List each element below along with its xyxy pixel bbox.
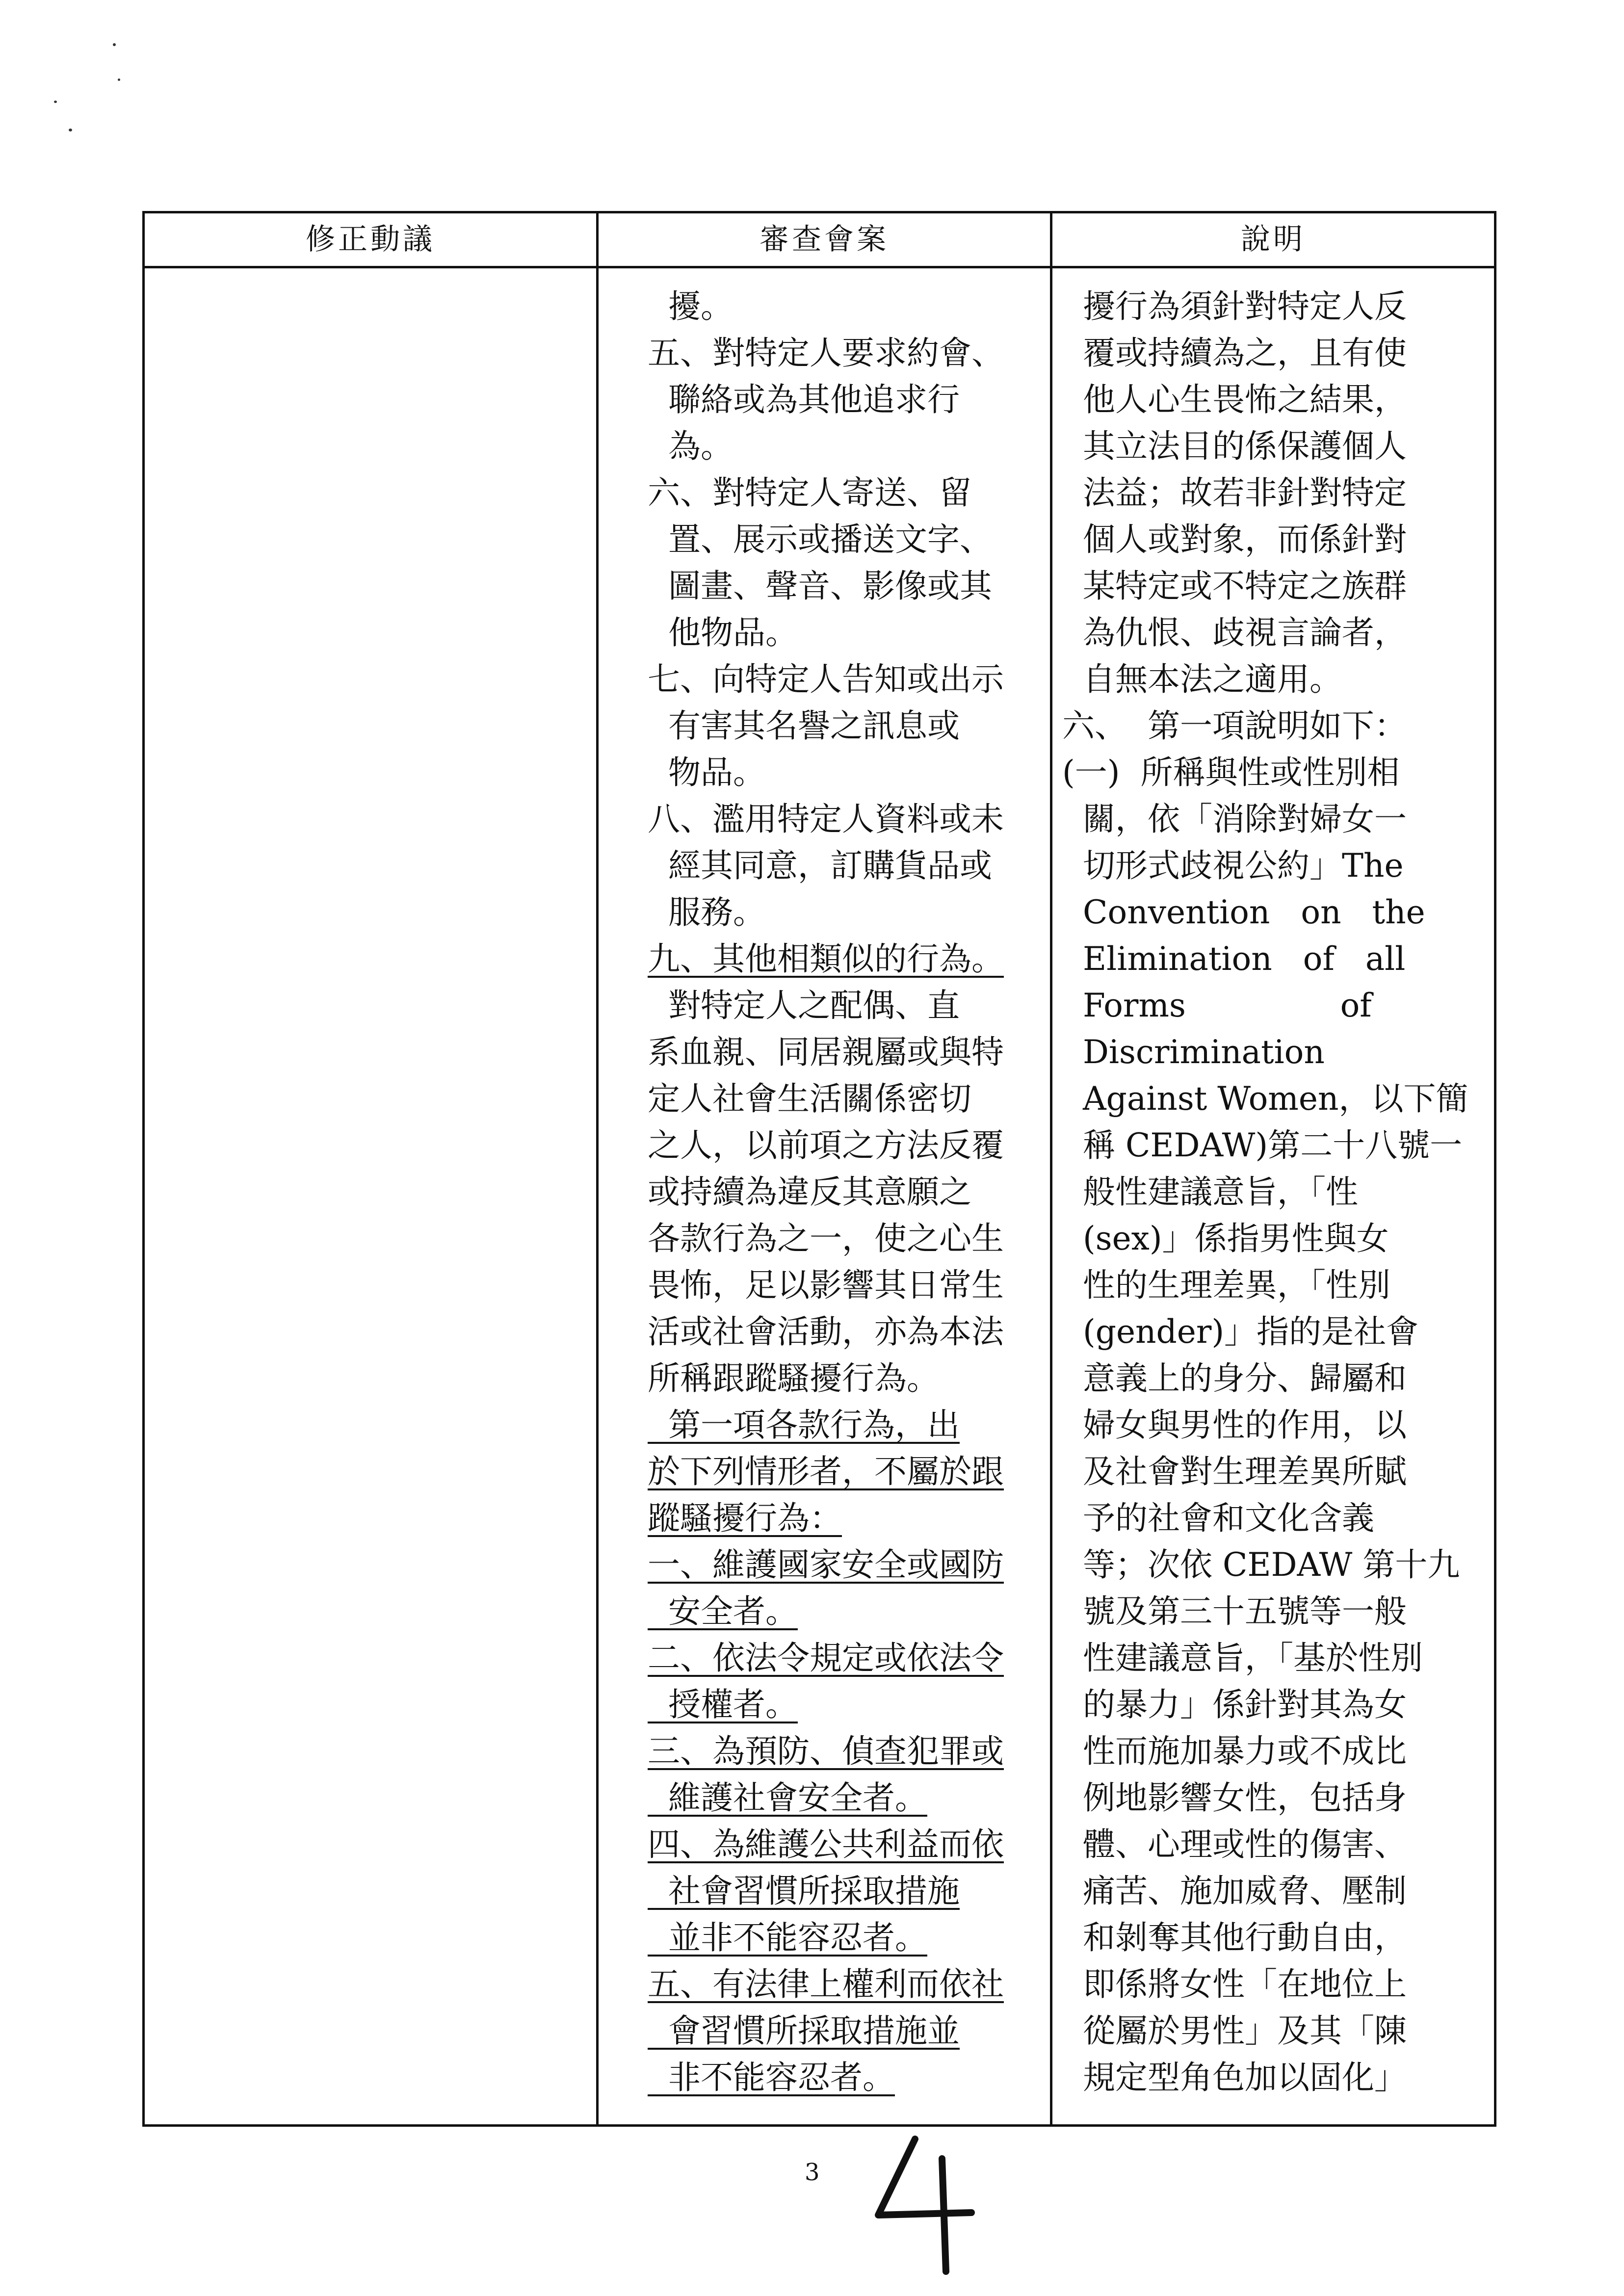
- draft-text-line: 擾。: [648, 287, 733, 325]
- column-divider-2: [1050, 213, 1052, 2124]
- draft-text-line: 經其同意，訂購貨品或: [648, 847, 992, 885]
- draft-text-line: 安全者。: [648, 1592, 798, 1630]
- draft-text-line: 六、對特定人寄送、留: [648, 474, 971, 512]
- explanation-text-line: 個人或對象，而係針對: [1062, 521, 1407, 558]
- scan-speck: [54, 101, 57, 103]
- explanation-text-line: 覆或持續為之，且有使: [1062, 334, 1407, 372]
- draft-text-line: 置、展示或播送文字、: [648, 521, 992, 558]
- explanation-text-line: 的暴力」係針對其為女: [1062, 1686, 1407, 1723]
- draft-text-line: 之人，以前項之方法反覆: [648, 1126, 1004, 1164]
- explanation-text-line: 性而施加暴力或不成比: [1062, 1732, 1407, 1770]
- draft-text-line: 維護社會安全者。: [648, 1779, 927, 1817]
- explanation-text-line: 意義上的身分、歸屬和: [1062, 1359, 1407, 1397]
- draft-text-line: 物品。: [648, 754, 765, 791]
- explanation-text-line: 自無本法之適用。: [1062, 660, 1342, 698]
- explanation-text-line: 關，依「消除對婦女一: [1062, 800, 1407, 838]
- explanation-text-line: 法益；故若非針對特定: [1062, 474, 1407, 512]
- amendment-comparison-table: [142, 211, 1496, 2127]
- table-header-row: [145, 213, 1494, 268]
- draft-text-line: 非不能容忍者。: [648, 2059, 895, 2096]
- draft-text-line: 有害其名譽之訊息或: [648, 707, 960, 745]
- explanation-text-line: 婦女與男性的作用，以: [1062, 1406, 1407, 1444]
- explanation-text-line: Elimination of all: [1062, 940, 1406, 978]
- explanation-text-line: 為仇恨、歧視言論者，: [1062, 614, 1407, 652]
- explanation-text-line: 擾行為須針對特定人反: [1062, 287, 1407, 325]
- explanation-text-line: 及社會對生理差異所賦: [1062, 1453, 1407, 1490]
- draft-text-line: 活或社會活動，亦為本法: [648, 1313, 1004, 1351]
- draft-text-line: 或持續為違反其意願之: [648, 1173, 971, 1211]
- explanation-text-line: 和剝奪其他行動自由，: [1062, 1919, 1407, 1957]
- explanation-text-line: 等；次依 CEDAW 第十九: [1062, 1546, 1460, 1584]
- draft-text-line: 為。: [648, 427, 733, 465]
- explanation-text-line: 切形式歧視公約」The: [1062, 847, 1404, 885]
- explanation-text-line: 性的生理差異，「性別: [1062, 1266, 1390, 1304]
- draft-text-line: 四、為維護公共利益而依: [648, 1826, 1004, 1863]
- explanation-text-line: (gender)」指的是社會: [1062, 1313, 1419, 1351]
- draft-text-line: 九、其他相類似的行為。: [648, 940, 1004, 978]
- draft-text-line: 系血親、同居親屬或與特: [648, 1033, 1004, 1071]
- draft-text-line: 七、向特定人告知或出示: [648, 660, 1004, 698]
- explanation-text-line: 從屬於男性」及其「陳: [1062, 2012, 1407, 2050]
- explanation-text-line: Discrimination: [1062, 1033, 1325, 1071]
- explanation-text-line: 體、心理或性的傷害、: [1062, 1826, 1407, 1863]
- draft-text-line: 定人社會生活關係密切: [648, 1080, 971, 1118]
- draft-text-line: 聯絡或為其他追求行: [648, 381, 960, 418]
- explanation-column: [1062, 268, 1494, 2124]
- explanation-text-line: 六、 第一項說明如下：: [1062, 707, 1407, 745]
- explanation-text-line: 予的社會和文化含義: [1062, 1499, 1374, 1537]
- draft-text-line: 圖畫、聲音、影像或其: [648, 567, 992, 605]
- draft-text-line: 二、依法令規定或依法令: [648, 1639, 1004, 1677]
- draft-text-line: 並非不能容忍者。: [648, 1919, 927, 1957]
- explanation-text-line: Forms of: [1062, 987, 1372, 1024]
- column-divider-1: [596, 213, 599, 2124]
- amendment-motion-column: [145, 268, 596, 2124]
- header-amendment-motion: 修正動議: [306, 222, 435, 257]
- explanation-text-line: Against Women，以下簡: [1062, 1080, 1468, 1118]
- draft-text-line: 會習慣所採取措施並: [648, 2012, 960, 2050]
- scan-speck: [113, 43, 116, 46]
- draft-text-line: 服務。: [648, 893, 765, 931]
- review-committee-draft-column: [648, 268, 1050, 2124]
- draft-text-line: 蹤騷擾行為：: [648, 1499, 842, 1537]
- scan-speck: [69, 129, 72, 131]
- explanation-text-line: 例地影響女性，包括身: [1062, 1779, 1407, 1817]
- explanation-text-line: 規定型角色加以固化」: [1062, 2059, 1407, 2096]
- explanation-text-line: 般性建議意旨，「性: [1062, 1173, 1358, 1211]
- draft-text-line: 他物品。: [648, 614, 798, 652]
- draft-text-line: 社會習慣所採取措施: [648, 1872, 960, 1910]
- draft-text-line: 於下列情形者，不屬於跟: [648, 1453, 1004, 1490]
- explanation-text-line: 其立法目的係保護個人: [1062, 427, 1407, 465]
- handwritten-page-number: [868, 2129, 981, 2276]
- explanation-text-line: (一) 所稱與性或性別相: [1062, 754, 1400, 791]
- explanation-text-line: (sex)」係指男性與女: [1062, 1220, 1389, 1257]
- explanation-text-line: 他人心生畏怖之結果，: [1062, 381, 1407, 418]
- header-explanation: 說明: [1241, 222, 1306, 257]
- draft-text-line: 八、濫用特定人資料或未: [648, 800, 1004, 838]
- explanation-text-line: 稱 CEDAW)第二十八號一: [1062, 1126, 1463, 1164]
- draft-text-line: 第一項各款行為，出: [648, 1406, 960, 1444]
- scan-speck: [118, 78, 120, 81]
- explanation-text-line: 痛苦、施加威脅、壓制: [1062, 1872, 1407, 1910]
- explanation-text-line: 性建議意旨，「基於性別: [1062, 1639, 1423, 1677]
- draft-text-line: 一、維護國家安全或國防: [648, 1546, 1004, 1584]
- draft-text-line: 五、有法律上權利而依社: [648, 1965, 1004, 2003]
- explanation-text-line: 即係將女性「在地位上: [1062, 1965, 1407, 2003]
- draft-text-line: 授權者。: [648, 1686, 798, 1723]
- draft-text-line: 五、對特定人要求約會、: [648, 334, 1004, 372]
- draft-text-line: 對特定人之配偶、直: [648, 987, 960, 1024]
- header-review-committee-draft: 審查會案: [760, 222, 889, 257]
- page-number: 3: [805, 2159, 820, 2186]
- explanation-text-line: 某特定或不特定之族群: [1062, 567, 1407, 605]
- draft-text-line: 各款行為之一，使之心生: [648, 1220, 1004, 1257]
- draft-text-line: 所稱跟蹤騷擾行為。: [648, 1359, 939, 1397]
- explanation-text-line: Convention on the: [1062, 893, 1425, 931]
- explanation-text-line: 號及第三十五號等一般: [1062, 1592, 1407, 1630]
- draft-text-line: 畏怖，足以影響其日常生: [648, 1266, 1004, 1304]
- draft-text-line: 三、為預防、偵查犯罪或: [648, 1732, 1004, 1770]
